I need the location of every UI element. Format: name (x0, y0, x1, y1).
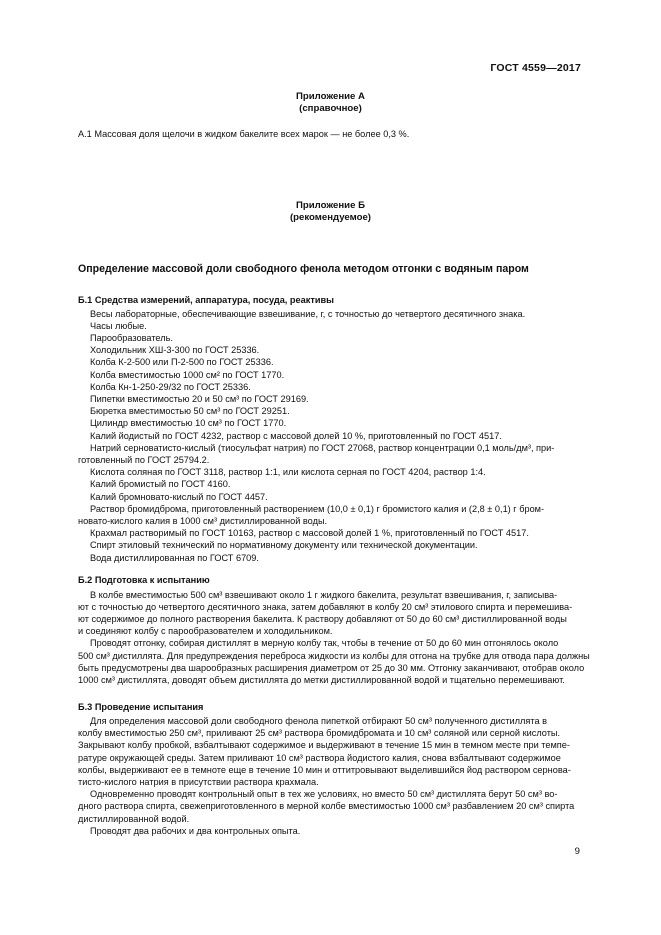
section-b2-heading: Б.2 Подготовка к испытанию (78, 575, 210, 585)
text-line: Крахмал растворимый по ГОСТ 10163, раствор с массовой долей 1 %, приготовленный по ГОСТ 4517. (90, 528, 529, 539)
text-line: Калий йодистый по ГОСТ 4232, раствор с массовой долей 10 %, приготовленный по ГОСТ 4517. (90, 430, 502, 441)
text-line: ют с точностью до четвертого десятичного знака, затем добавляют в колбу 20 см³ этилового спирта и перемешива- (78, 601, 573, 612)
appendix-a-title: Приложение А (296, 91, 365, 102)
text-line: 500 см³ дистиллята. Для предупреждения переброса жидкости из колбы для отгона на трубке для отвода пара должны (78, 650, 590, 661)
text-line: Кислота соляная по ГОСТ 3118, раствор 1:1, или кислота серная по ГОСТ 4204, раствор 1:4. (90, 467, 486, 478)
section-b3-heading: Б.3 Проведение испытания (78, 702, 204, 712)
text-line: Спирт этиловый технический по нормативному документу или технической документации. (90, 540, 478, 551)
text-line: Парообразователь. (90, 332, 173, 343)
text-line: новато-кислого калия в 1000 см³ дистиллированной воды. (78, 515, 328, 526)
appendix-a-text: А.1 Массовая доля щелочи в жидком бакелите всех марок — не более 0,3 %. (78, 129, 410, 139)
text-line: ратуре окружающей среды. Затем приливают 10 см³ раствора йодистого калия, снова взбалтывают содержимое (78, 752, 561, 763)
text-line: Одновременно проводят контрольный опыт в тех же условиях, но вместо 50 см³ дистиллята берут 50 см³ во- (90, 789, 558, 800)
standard-number: ГОСТ 4559—2017 (490, 62, 581, 74)
text-line: В колбе вместимостью 500 см³ взвешивают около 1 г жидкого бакелита, результат взвешивания, г, записыва- (90, 589, 558, 600)
text-line: колбы, выдерживают ее в темноте еще в течение 10 мин и оттитровывают выделившийся йод раствором сернова- (78, 764, 571, 775)
appendix-b-subtitle: (рекомендуемое) (289, 212, 371, 223)
text-line: Весы лабораторные, обеспечивающие взвешивание, г, с точностью до четвертого десятичного знака. (90, 308, 526, 319)
text-line: Колба К-2-500 или П-2-500 по ГОСТ 25336. (90, 357, 274, 368)
section-b1-heading: Б.1 Средства измерений, аппаратура, посуда, реактивы (78, 295, 334, 305)
text-line: и соединяют колбу с парообразователем и холодильником. (78, 626, 333, 637)
text-line: Бюретка вместимостью 50 см³ по ГОСТ 29251. (90, 406, 290, 417)
text-line: Колба Кн-1-250-29/32 по ГОСТ 25336. (90, 381, 251, 392)
text-line: Холодильник ХШ-3-300 по ГОСТ 25336. (90, 345, 260, 356)
text-line: дистиллированной водой. (78, 813, 190, 824)
text-line: Проводят два рабочих и два контрольных опыта. (90, 825, 301, 836)
appendix-a-subtitle: (справочное) (299, 103, 362, 114)
text-line: Калий бромновато-кислый по ГОСТ 4457. (90, 491, 268, 502)
text-line: Часы любые. (90, 320, 147, 331)
appendix-b-heading: Определение массовой доли свободного фенола методом отгонки с водяным паром (78, 263, 529, 275)
text-line: готовленный по ГОСТ 25794.2. (78, 454, 210, 465)
text-line: дного раствора спирта, свежеприготовленного в мерной колбе вместимостью 1000 см³ разбавлением 20 см³ спирта (78, 801, 575, 812)
text-line: Вода дистиллированная по ГОСТ 6709. (90, 552, 259, 563)
text-line: Закрывают колбу пробкой, взбалтывают содержимое и выдерживают в течение 15 мин в темном месте при темпе- (78, 740, 570, 751)
text-line: Пипетки вместимостью 20 и 50 см³ по ГОСТ 29169. (90, 393, 309, 404)
text-line: Колба вместимостью 1000 см² по ГОСТ 1770. (90, 369, 285, 380)
text-line: тисто-кислого натрия в присутствии раствора крахмала. (78, 777, 319, 787)
text-line: 1000 см³ дистиллята, доводят объем дистиллята до метки дистиллированной водой и тщательно перемешивают. (78, 674, 565, 685)
text-line: Цилиндр вместимостью 10 см³ по ГОСТ 1770. (90, 418, 287, 429)
text-line: Проводят отгонку, собирая дистиллят в мерную колбу так, чтобы в течение от 50 до 60 мин отгонялось около (90, 638, 559, 649)
text-line: Натрий серноватисто-кислый (тиосульфат натрия) по ГОСТ 27068, раствор концентрации 0,1 моль/дм³, при- (90, 442, 555, 453)
text-line: Раствор бромидброма, приготовленный растворением (10,0 ± 0,1) г бромистого калия и (2,8 ± 0,1) г бром- (90, 503, 545, 514)
page-number: 9 (574, 846, 580, 857)
text-line: быть предусмотрены два шарообразных расширения диаметром от 25 до 30 мм. Отгонку заканчивают, отобрав около (78, 662, 585, 673)
text-line: Калий бромистый по ГОСТ 4160. (90, 479, 231, 490)
appendix-b-title: Приложение Б (296, 200, 365, 211)
text-line: ют содержимое до полного растворения бакелита. К раствору добавляют от 50 до 60 см³ дистиллированной воды (78, 613, 567, 624)
text-line: колбу вместимостью 250 см³, приливают 25 см³ раствора бромидбромата и 10 см³ соляной или серной кислоты. (78, 728, 561, 739)
text-line: Для определения массовой доли свободного фенола пипеткой отбирают 50 см³ полученного дистиллята в (90, 716, 548, 726)
